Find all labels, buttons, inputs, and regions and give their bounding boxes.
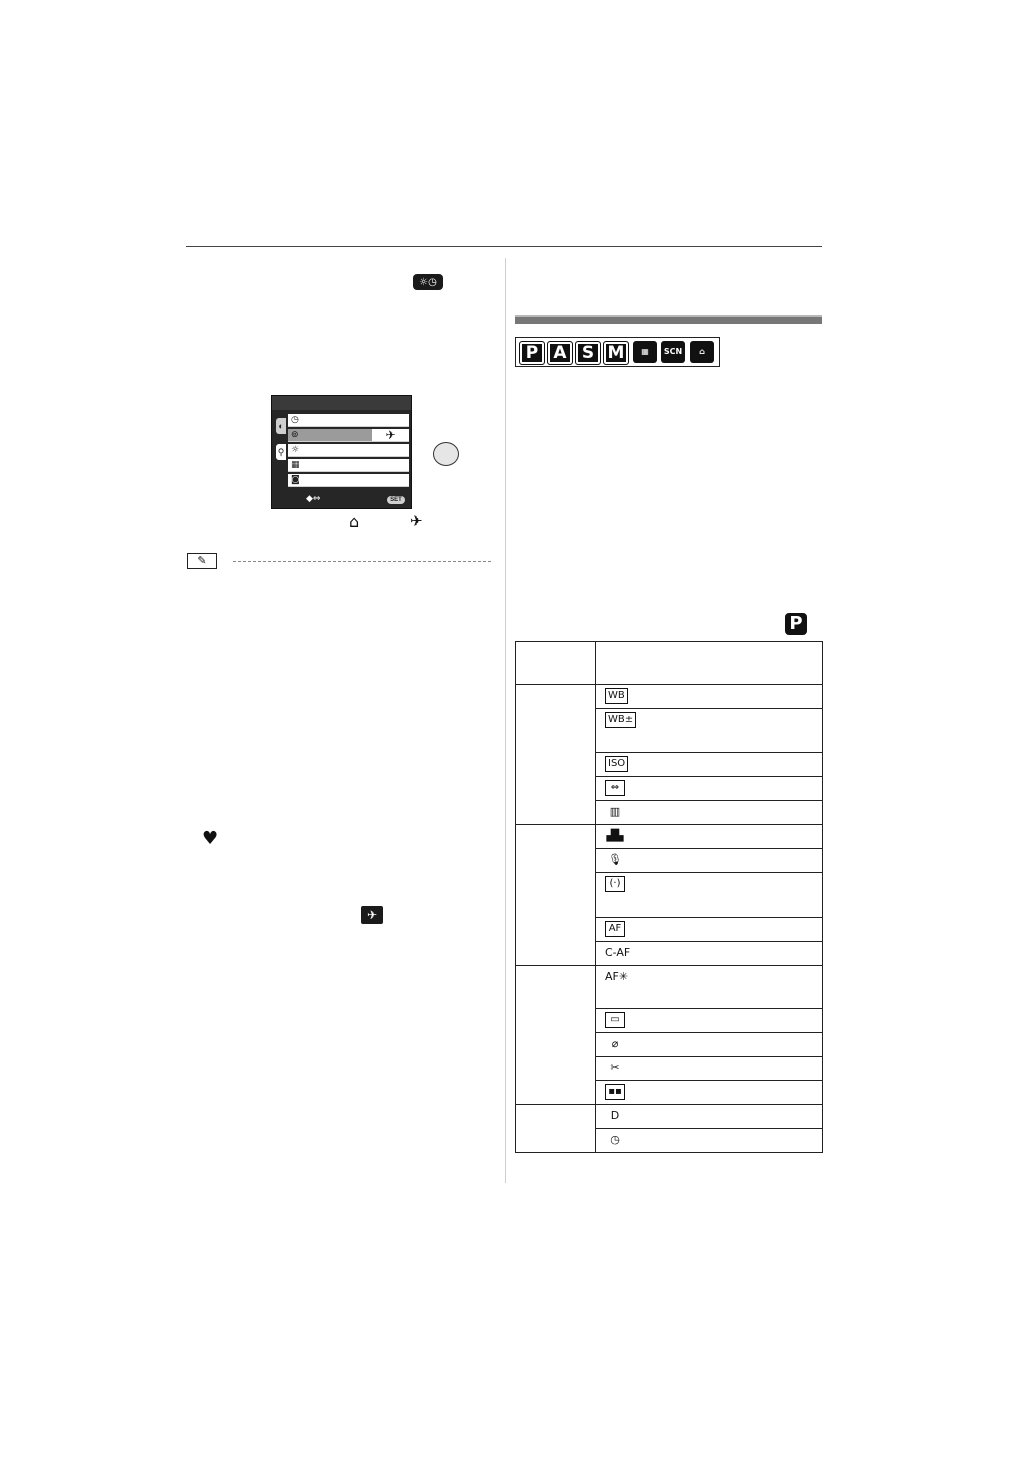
lcd-set-label: SET <box>387 496 405 504</box>
available-modes-box <box>515 337 720 367</box>
picture-size-icon: ▥ <box>609 805 621 818</box>
iso-icon: ISO <box>605 756 628 772</box>
arrival-icon: ✈ <box>361 906 383 924</box>
lcd-row-clock-icon: ◷ <box>288 414 372 427</box>
quality-icon: ▟▙ <box>606 829 624 842</box>
lcd-row-value <box>372 444 409 457</box>
color-effect-icon: ⌀ <box>611 1037 619 1050</box>
lcd-nav-arrows-icon: ◆⇔ <box>306 494 321 504</box>
lcd-tab-setup: ⚲ <box>276 444 286 460</box>
camera-button-icon <box>433 442 459 466</box>
metering-mode-icon: (·) <box>605 876 625 892</box>
digital-zoom-icon: ▭ <box>605 1012 625 1028</box>
table-column-divider <box>595 641 596 1153</box>
column-divider <box>505 258 506 1183</box>
top-rule <box>186 246 822 247</box>
mode-aperture-icon: A <box>547 341 573 365</box>
home-icon: ⌂ <box>349 512 360 531</box>
flip-animation-icon: ▪▪ <box>605 1084 625 1100</box>
mode-my-scene-icon: ⌂ <box>690 341 714 363</box>
mode-program-icon: P <box>519 341 545 365</box>
world-time-icon: ☼◷ <box>413 274 443 290</box>
picture-adjust-icon: ✂ <box>610 1061 620 1074</box>
lcd-travel-destination-icon: ✈ <box>372 429 409 442</box>
lcd-tab-record: ◐ <box>276 418 286 434</box>
lcd-title-bar <box>272 396 411 410</box>
mode-shutter-icon: S <box>575 341 601 365</box>
af-mode-icon: AF <box>605 921 625 937</box>
memo-icon: ✎ <box>187 553 217 569</box>
lcd-menu-screen <box>271 395 412 509</box>
lcd-row-brightness-icon: ☼ <box>288 444 372 457</box>
heart-icon: ♥ <box>202 828 219 849</box>
section-header-bar <box>515 315 822 324</box>
aspect-ratio-icon: ⇔ <box>605 780 625 796</box>
note-dashed-divider <box>233 561 491 562</box>
af-assist-lamp-icon: AF✳ <box>605 970 629 983</box>
audio-recording-icon: 🎙 <box>608 853 622 866</box>
lcd-row-value <box>372 459 409 472</box>
travel-destination-icon: ✈ <box>410 512 423 530</box>
white-balance-icon: WB <box>605 688 628 704</box>
table-frame <box>515 641 823 1153</box>
lcd-row-world-time-icon: ⊚ <box>288 429 372 442</box>
lcd-row-value <box>372 414 409 427</box>
lcd-row-travel-date-icon: ◙ <box>288 474 372 487</box>
lcd-mode-icon: D <box>610 1109 620 1122</box>
program-mode-badge-icon: P <box>785 613 807 635</box>
mode-manual-icon: M <box>603 341 629 365</box>
mode-scene-icon: SCN <box>661 341 685 363</box>
continuous-af-icon: C-AF <box>605 946 631 959</box>
clock-set-icon: ◷ <box>610 1133 620 1146</box>
mode-motion-picture-icon: ▦ <box>633 341 657 363</box>
lcd-row-grid-icon: ▦ <box>288 459 372 472</box>
lcd-row-value <box>372 474 409 487</box>
white-balance-adjust-icon: WB± <box>605 712 636 728</box>
